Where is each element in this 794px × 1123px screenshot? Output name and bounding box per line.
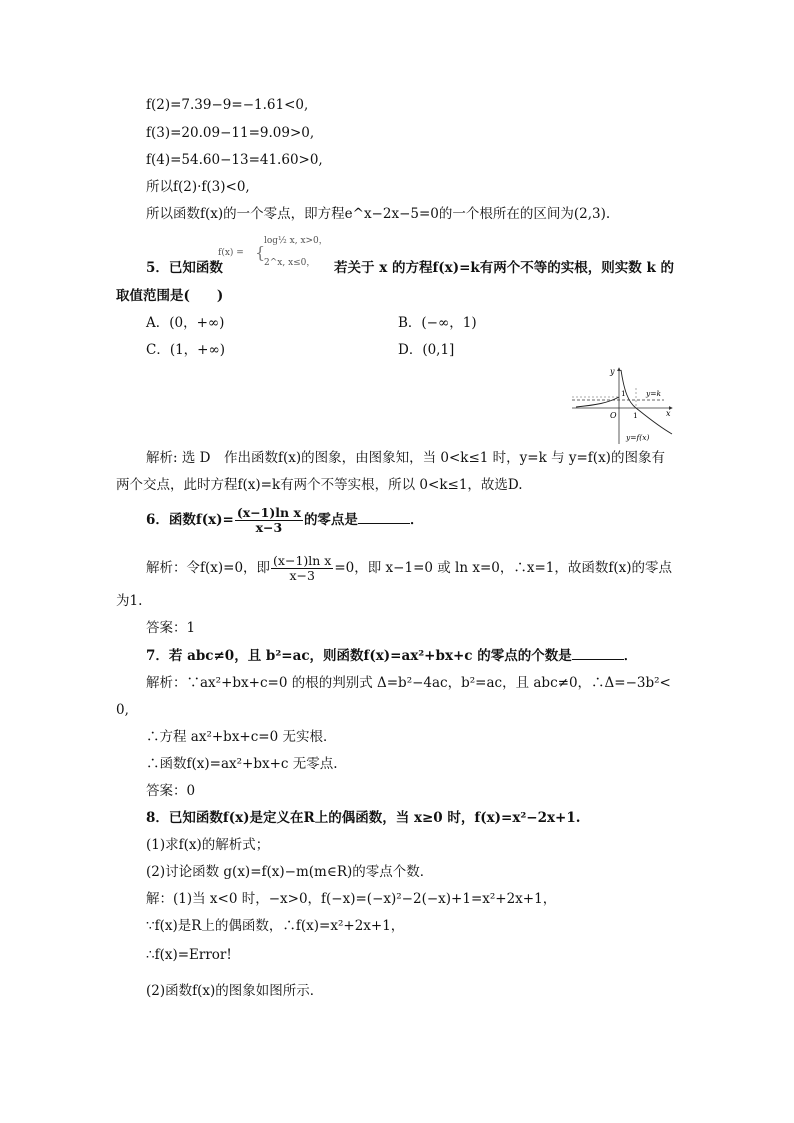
q5-prefix: 5．已知函数 xyxy=(146,260,223,276)
graph-x-label: x xyxy=(666,409,671,418)
q6-prefix: 6．函数f(x)= xyxy=(146,512,234,528)
q6-solution-fraction xyxy=(271,554,333,583)
graph-y-one-label: 1 xyxy=(621,389,626,398)
graph-x-one-label: 1 xyxy=(633,411,638,420)
q5-piecewise-label: f(x) = xyxy=(218,248,244,258)
q6-denominator: x−3 xyxy=(255,520,283,535)
q8-solution-line4: (2)函数f(x)的图象如图所示． xyxy=(146,983,324,999)
q7-solution-line2: ∴方程 ax²+bx+c=0 无实根． xyxy=(146,729,337,745)
q6-numerator: (x−1)ln x xyxy=(236,505,301,520)
q8-stem: 8．已知函数f(x)是定义在R上的偶函数，当 x≥0 时，f(x)=x²−2x+1. xyxy=(146,810,581,826)
q5-solution-line2: 两个交点，此时方程f(x)=k有两个不等实根，所以 0<k≤1，故选D. xyxy=(116,477,523,493)
q5-option-d: D．(0,1] xyxy=(398,342,455,358)
q5-piece-2: 2^x, x≤0， xyxy=(264,258,316,268)
q6-solution-suffix: =0，即 x−1=0 或 ln x=0，∴x=1，故函数f(x)的零点 xyxy=(334,560,673,576)
graph-curve-label: y=f(x) xyxy=(626,433,650,442)
q5-brace: { xyxy=(255,243,266,262)
q7-stem-text: 7．若 abc≠0，且 b²=ac，则函数f(x)=ax²+bx+c 的零点的个数是 xyxy=(146,648,572,664)
graph-line-label: y=k xyxy=(646,389,662,398)
q5-suffix: 若关于 x 的方程f(x)=k有两个不等的实根，则实数 k 的 xyxy=(334,260,674,276)
q6-solution-denominator: x−3 xyxy=(289,568,315,583)
q5-option-c: C．(1，+∞) xyxy=(146,342,226,358)
q6-solution-line2: 为1. xyxy=(116,593,143,609)
q7-end: ． xyxy=(623,648,638,664)
f2-line: f(2)=7.39−9=−1.61<0, xyxy=(146,97,309,113)
q6-fraction xyxy=(235,506,303,535)
q6-answer-blank xyxy=(358,511,410,524)
q7-stem xyxy=(146,647,637,665)
q6-answer: 答案：1 xyxy=(146,620,196,636)
q8-solution-line3: ∴f(x)=Error! xyxy=(146,947,232,963)
q8-solution-line2: ∵f(x)是R上的偶函数，∴f(x)=x²+2x+1， xyxy=(146,918,405,934)
q6-end: ． xyxy=(409,512,424,528)
q7-answer-blank xyxy=(572,647,624,660)
log-branch xyxy=(621,370,672,434)
q5-solution-line1: 解析: 选 D 作出函数f(x)的图象，由图象知，当 0<k≤1 时，y=k 与 y=f(x)的图象有 xyxy=(146,450,665,466)
graph-y-label: y xyxy=(610,367,615,376)
q6-solution-prefix: 解析：令f(x)=0，即 xyxy=(146,560,271,576)
q6-solution xyxy=(146,553,672,583)
q7-solution-line1: 解析：∵ax²+bx+c=0 的根的判别式 Δ=b²−4ac，b²=ac，且 abc≠0，∴Δ=−3b²< xyxy=(146,675,671,691)
q6-stem xyxy=(146,505,423,535)
q7-answer: 答案：0 xyxy=(146,783,196,799)
f4-line: f(4)=54.60−13=41.60>0, xyxy=(146,152,323,168)
q5-option-a: A．(0，+∞) xyxy=(146,315,225,331)
q8-part1: (1)求f(x)的解析式； xyxy=(146,837,270,853)
f3-line: f(3)=20.09−11=9.09>0, xyxy=(146,125,315,141)
q6-suffix: 的零点是 xyxy=(303,512,358,528)
q5-line2: 取值范围是( ) xyxy=(116,288,224,304)
q6-solution-numerator: (x−1)ln x xyxy=(273,553,332,568)
q7-solution-line1b: 0, xyxy=(116,702,129,718)
graph-origin-label: O xyxy=(610,411,617,420)
q5-piece-1: log½ x, x>0， xyxy=(264,236,328,246)
exponential-branch xyxy=(576,397,619,407)
conclusion-line: 所以函数f(x)的一个零点，即方程e^x−2x−5=0的一个根所在的区间为(2,3). xyxy=(146,206,611,222)
q8-part2: (2)讨论函数 g(x)=f(x)−m(m∈R)的零点个数． xyxy=(146,864,434,880)
q5-option-b: B．(−∞，1) xyxy=(398,315,477,331)
q5-function-graph xyxy=(568,364,680,446)
q7-solution-line3: ∴函数f(x)=ax²+bx+c 无零点. xyxy=(146,756,338,772)
product-line: 所以f(2)·f(3)<0, xyxy=(146,179,250,195)
q8-solution-line1: 解：(1)当 x<0 时，−x>0，f(−x)=(−x)²−2(−x)+1=x²+2x+1， xyxy=(146,891,557,907)
